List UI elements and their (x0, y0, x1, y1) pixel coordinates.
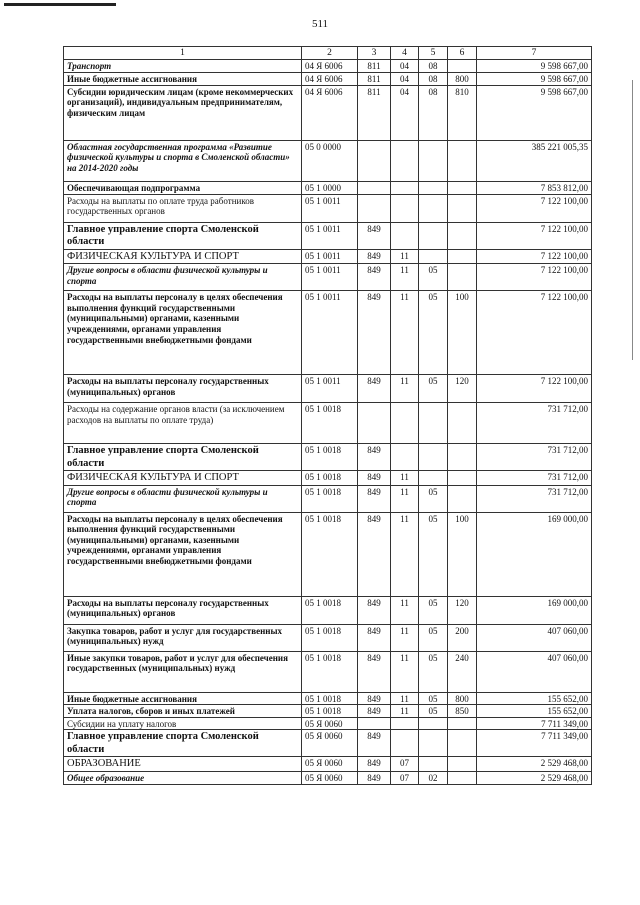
table-cell: 05 (419, 705, 448, 718)
budget-table (63, 46, 592, 785)
table-cell: 11 (391, 264, 419, 291)
table-cell: Другие вопросы в области физической культуры и спорта (64, 264, 302, 291)
table-cell: Расходы на выплаты персоналу государственных (муниципальных) органов (64, 375, 302, 403)
table-row (64, 596, 592, 624)
table-cell: 05 1 0018 (302, 444, 358, 471)
table-cell (391, 222, 419, 249)
table-cell: 05 (419, 375, 448, 403)
table-cell: 05 1 0018 (302, 403, 358, 444)
table-cell: 05 1 0018 (302, 624, 358, 651)
table-row (64, 181, 592, 194)
table-cell (448, 249, 477, 263)
table-cell: 08 (419, 72, 448, 85)
table-cell (419, 717, 448, 730)
table-cell: Расходы на выплаты персоналу в целях обеспечения выполнения функций государственными (муниципальными) органами, казенными учреждениями, органами управления государственными внебюджетными фондами (64, 512, 302, 596)
table-cell: 07 (391, 757, 419, 771)
table-cell: 04 (391, 72, 419, 85)
table-cell: 155 652,00 (477, 692, 592, 705)
table-cell: 849 (358, 757, 391, 771)
table-cell: 05 (419, 485, 448, 512)
table-cell: 11 (391, 291, 419, 375)
table-cell: 05 1 0018 (302, 692, 358, 705)
table-cell: 731 712,00 (477, 471, 592, 485)
table-cell: Расходы на содержание органов власти (за исключением расходов на выплаты по оплате труда) (64, 403, 302, 444)
table-cell: 385 221 005,35 (477, 140, 592, 181)
table-cell (358, 717, 391, 730)
table-cell (448, 60, 477, 73)
table-cell (419, 730, 448, 757)
table-cell: 05 Я 0060 (302, 717, 358, 730)
table-cell: 05 Я 0060 (302, 730, 358, 757)
header-cell: 2 (302, 47, 358, 60)
table-cell (448, 222, 477, 249)
table-cell (448, 485, 477, 512)
table-cell (419, 181, 448, 194)
table-cell: Областная государственная программа «Развитие физической культуры и спорта в Смоленской области» на 2014-2020 годы (64, 140, 302, 181)
table-cell (419, 444, 448, 471)
table-cell: 05 1 0011 (302, 375, 358, 403)
table-cell: 407 060,00 (477, 651, 592, 692)
table-cell: Закупка товаров, работ и услуг для государственных (муниципальных) нужд (64, 624, 302, 651)
table-cell: 849 (358, 249, 391, 263)
table-cell: 05 1 0011 (302, 249, 358, 263)
table-cell (391, 140, 419, 181)
table-cell: 800 (448, 72, 477, 85)
table-cell (391, 181, 419, 194)
table-cell: 169 000,00 (477, 596, 592, 624)
table-cell: 407 060,00 (477, 624, 592, 651)
header-cell: 5 (419, 47, 448, 60)
table-cell: 11 (391, 624, 419, 651)
table-cell: 08 (419, 60, 448, 73)
header-cell: 4 (391, 47, 419, 60)
table-cell: 7 122 100,00 (477, 264, 592, 291)
table-cell: 07 (391, 771, 419, 784)
table-cell (391, 194, 419, 222)
table-cell: 05 1 0011 (302, 291, 358, 375)
margin-line (632, 80, 633, 360)
table-cell (419, 249, 448, 263)
table-cell: 7 122 100,00 (477, 249, 592, 263)
table-cell: Обеспечивающая подпрограмма (64, 181, 302, 194)
table-cell (358, 140, 391, 181)
table-cell (448, 264, 477, 291)
table-row (64, 444, 592, 471)
table-cell (391, 717, 419, 730)
table-cell: Транспорт (64, 60, 302, 73)
table-row (64, 249, 592, 263)
table-cell: 05 1 0011 (302, 222, 358, 249)
table-cell: 810 (448, 85, 477, 140)
table-cell: 05 1 0011 (302, 194, 358, 222)
table-cell: 05 0 0000 (302, 140, 358, 181)
table-row (64, 624, 592, 651)
table-cell: 04 (391, 85, 419, 140)
table-cell: 05 (419, 512, 448, 596)
table-cell: 02 (419, 771, 448, 784)
table-cell: 11 (391, 596, 419, 624)
table-cell: 7 122 100,00 (477, 194, 592, 222)
table-row (64, 375, 592, 403)
table-cell: 05 1 0011 (302, 264, 358, 291)
table-cell: 11 (391, 512, 419, 596)
table-body (64, 60, 592, 785)
table-cell: Главное управление спорта Смоленской области (64, 444, 302, 471)
table-cell: 05 (419, 264, 448, 291)
table-cell (358, 194, 391, 222)
table-cell: 849 (358, 651, 391, 692)
table-cell: 849 (358, 624, 391, 651)
table-row (64, 705, 592, 718)
table-row (64, 194, 592, 222)
table-cell: 849 (358, 471, 391, 485)
table-cell: ФИЗИЧЕСКАЯ КУЛЬТУРА И СПОРТ (64, 471, 302, 485)
table-cell: 05 (419, 624, 448, 651)
header-row (64, 47, 592, 60)
table-cell (448, 730, 477, 757)
table-cell: 05 1 0018 (302, 705, 358, 718)
table-cell: 04 Я 6006 (302, 85, 358, 140)
table-cell: 240 (448, 651, 477, 692)
table-row (64, 291, 592, 375)
table-cell: 05 (419, 651, 448, 692)
table-cell: 05 Я 0060 (302, 771, 358, 784)
table-cell (419, 194, 448, 222)
table-cell: 05 1 0018 (302, 485, 358, 512)
table-cell: Иные закупки товаров, работ и услуг для обеспечения государственных (муниципальных) нужд (64, 651, 302, 692)
table-cell: 849 (358, 375, 391, 403)
table-cell: 731 712,00 (477, 403, 592, 444)
table-cell: 849 (358, 222, 391, 249)
table-cell: Общее образование (64, 771, 302, 784)
table-cell: 05 1 0018 (302, 596, 358, 624)
table-cell: 120 (448, 596, 477, 624)
table-cell: Иные бюджетные ассигнования (64, 72, 302, 85)
table-cell: 169 000,00 (477, 512, 592, 596)
table-cell: 7 122 100,00 (477, 375, 592, 403)
table-row (64, 651, 592, 692)
table-cell (391, 403, 419, 444)
table-cell: 849 (358, 596, 391, 624)
table-cell: 11 (391, 651, 419, 692)
table-cell: 05 1 0018 (302, 471, 358, 485)
header-cell: 1 (64, 47, 302, 60)
table-row (64, 512, 592, 596)
table-cell: Расходы на выплаты персоналу в целях обеспечения выполнения функций государственными (муниципальными) органами, казенными учреждениями, органами управления государственными внебюджетными фондами (64, 291, 302, 375)
table-cell: 05 1 0018 (302, 512, 358, 596)
table-cell: 9 598 667,00 (477, 85, 592, 140)
table-cell (419, 757, 448, 771)
table-row (64, 757, 592, 771)
table-row (64, 692, 592, 705)
table-cell (391, 730, 419, 757)
table-cell (448, 194, 477, 222)
table-cell: 849 (358, 705, 391, 718)
table-cell (391, 444, 419, 471)
table-cell: 08 (419, 85, 448, 140)
header-cell: 7 (477, 47, 592, 60)
table-cell: 7 122 100,00 (477, 291, 592, 375)
table-cell: Иные бюджетные ассигнования (64, 692, 302, 705)
table-cell (419, 403, 448, 444)
table-row (64, 485, 592, 512)
table-cell: 2 529 468,00 (477, 771, 592, 784)
table-row (64, 717, 592, 730)
table-cell: 05 (419, 692, 448, 705)
table-cell: 849 (358, 485, 391, 512)
table-cell (448, 181, 477, 194)
table-cell: 120 (448, 375, 477, 403)
table-cell: 9 598 667,00 (477, 72, 592, 85)
table-cell: 731 712,00 (477, 485, 592, 512)
table-cell: Субсидии на уплату налогов (64, 717, 302, 730)
table-cell: Расходы на выплаты персоналу государственных (муниципальных) органов (64, 596, 302, 624)
table-cell: 04 Я 6006 (302, 60, 358, 73)
table-row (64, 85, 592, 140)
table-cell (448, 771, 477, 784)
table-cell: 849 (358, 692, 391, 705)
table-cell: Другие вопросы в области физической культуры и спорта (64, 485, 302, 512)
table-cell: 849 (358, 291, 391, 375)
table-cell: Уплата налогов, сборов и иных платежей (64, 705, 302, 718)
table-cell: 849 (358, 264, 391, 291)
table-cell: 7 853 812,00 (477, 181, 592, 194)
header-cell: 3 (358, 47, 391, 60)
table-cell: 11 (391, 471, 419, 485)
table-cell: Расходы на выплаты по оплате труда работников государственных органов (64, 194, 302, 222)
table-cell: 849 (358, 444, 391, 471)
table-cell (419, 471, 448, 485)
table-row (64, 72, 592, 85)
table-cell: 7 711 349,00 (477, 717, 592, 730)
table-cell (358, 181, 391, 194)
table-cell: 11 (391, 705, 419, 718)
table-cell: 04 Я 6006 (302, 72, 358, 85)
table-cell: 9 598 667,00 (477, 60, 592, 73)
table-cell: 7 711 349,00 (477, 730, 592, 757)
table-cell (448, 444, 477, 471)
table-cell: 2 529 468,00 (477, 757, 592, 771)
table-cell: 04 (391, 60, 419, 73)
table-cell: 850 (448, 705, 477, 718)
table-cell (448, 757, 477, 771)
table-cell: 731 712,00 (477, 444, 592, 471)
table-cell (448, 717, 477, 730)
table-cell (419, 140, 448, 181)
table-cell: 05 (419, 596, 448, 624)
table-cell: 05 1 0018 (302, 651, 358, 692)
table-cell: 849 (358, 730, 391, 757)
table-row (64, 140, 592, 181)
page-number: 511 (311, 18, 329, 30)
table-cell: 811 (358, 85, 391, 140)
table-cell: 849 (358, 771, 391, 784)
table-cell: Главное управление спорта Смоленской области (64, 222, 302, 249)
table-cell: 11 (391, 249, 419, 263)
table-cell: 811 (358, 72, 391, 85)
table-cell: 05 (419, 291, 448, 375)
table-row (64, 264, 592, 291)
top-rule (4, 3, 116, 6)
table-cell (448, 471, 477, 485)
table-cell: ФИЗИЧЕСКАЯ КУЛЬТУРА И СПОРТ (64, 249, 302, 263)
table-cell (448, 403, 477, 444)
table-cell (419, 222, 448, 249)
table-cell: Субсидии юридическим лицам (кроме некоммерческих организаций), индивидуальным предпринимателям, физическим лицам (64, 85, 302, 140)
table-cell: 7 122 100,00 (477, 222, 592, 249)
table-row (64, 403, 592, 444)
table-cell: 05 Я 0060 (302, 757, 358, 771)
table-cell: 100 (448, 291, 477, 375)
table-row (64, 771, 592, 784)
table-cell: 11 (391, 692, 419, 705)
table-cell (448, 140, 477, 181)
table-cell (358, 403, 391, 444)
table-cell: 800 (448, 692, 477, 705)
table-cell: 155 652,00 (477, 705, 592, 718)
table-cell: ОБРАЗОВАНИЕ (64, 757, 302, 771)
table-cell: 100 (448, 512, 477, 596)
table-cell: 200 (448, 624, 477, 651)
table-cell: 849 (358, 512, 391, 596)
table-cell: 811 (358, 60, 391, 73)
table-row (64, 222, 592, 249)
table-row (64, 60, 592, 73)
table-cell: 05 1 0000 (302, 181, 358, 194)
table-cell: 11 (391, 485, 419, 512)
table-row (64, 730, 592, 757)
table-row (64, 471, 592, 485)
header-cell: 6 (448, 47, 477, 60)
table-cell: 11 (391, 375, 419, 403)
table-cell: Главное управление спорта Смоленской области (64, 730, 302, 757)
